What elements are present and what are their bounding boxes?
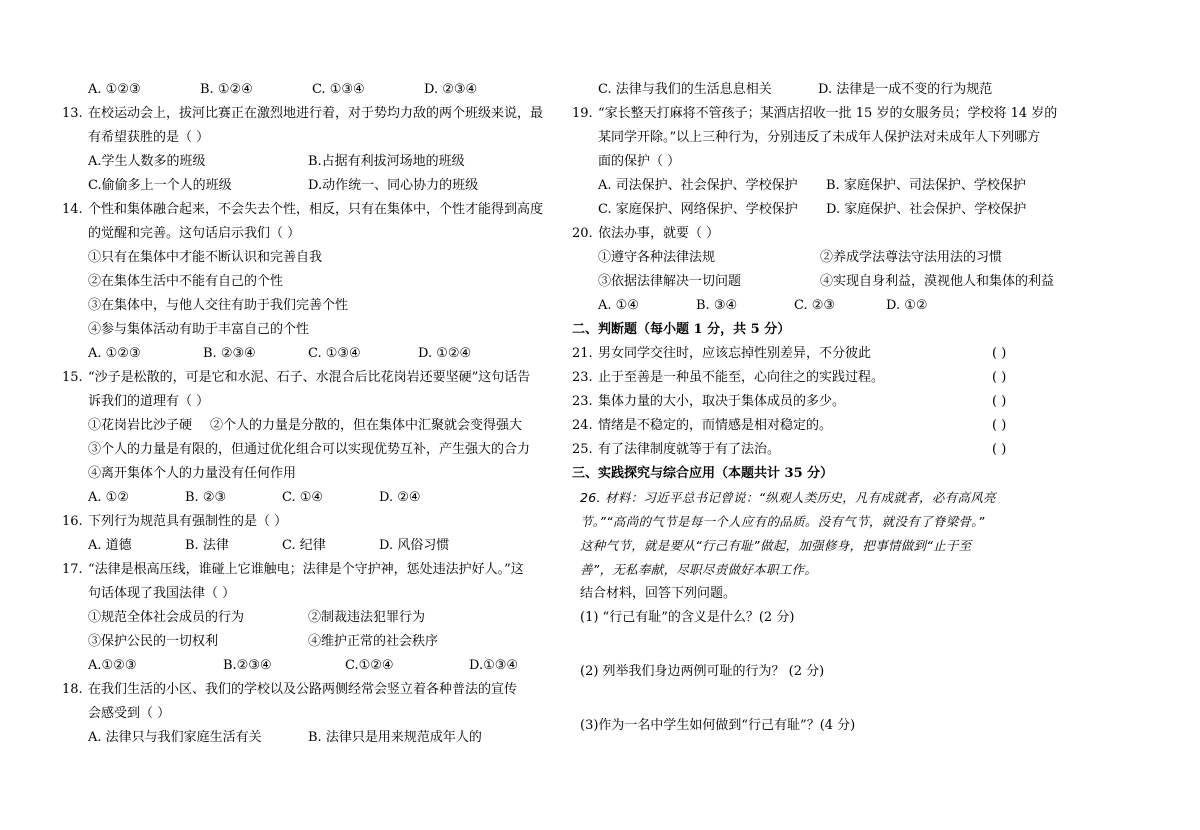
question-number: 18. [62,682,83,697]
statement: ①规范全体社会成员的行为 [88,610,245,625]
question-text: “沙子是松散的，可是它和水泥、石子、水混合后比花岗岩还要坚硬”这句话告 [88,370,531,385]
q14-option-d: D. ①②④ [418,346,472,361]
question-number: 23. [572,394,593,409]
answer-space [572,684,1062,714]
q19-options-row2 [572,198,1062,222]
q16-options [62,534,562,558]
question-number: 23. [572,370,593,385]
q13-options-row1 [62,150,562,174]
question-16-stem [62,510,562,534]
q17-option-c: C.①②④ [345,658,394,673]
q12-option-d: D. ②③④ [424,82,478,97]
question-number: 24. [572,418,593,433]
question-text: 有希望获胜的是（ ） [88,130,210,145]
statement: 有了法律制度就等于有了法治。 [598,442,781,457]
statement: ①遵守各种法律法规 [598,250,716,265]
right-column [572,78,1062,738]
question-19-stem [572,102,1062,126]
q20-option-c: C. ②③ [794,298,836,313]
q17-option-b: B.②③④ [223,658,272,673]
question-number: 14. [62,202,83,217]
answer-blank: ( ) [992,394,1007,409]
q14-option-c: C. ①③④ [308,346,361,361]
q19-option-b: B. 家庭保护、司法保护、学校保护 [826,178,1026,193]
judgement-item [572,414,1062,438]
q19-options-row1 [572,174,1062,198]
material-text: 善”，无私奉献，尽职尽责做好本职工作。 [580,562,818,577]
q12-option-b: B. ①②④ [200,82,253,97]
question-15-stem [62,366,562,390]
q14-option-b: B. ②③④ [203,346,256,361]
q18-options [62,726,562,750]
material-text: 26. 材料：习近平总书记曾说：“纵观人类历史，凡有成就者，必有高风亮 [580,490,996,505]
question-text: 在我们生活的小区、我们的学校以及公路两侧经常会竖立着各种普法的宣传 [88,682,518,697]
statement: ③依据法律解决一切问题 [598,274,742,289]
q18-option-d: D. 法律是一成不变的行为规范 [818,82,993,97]
sub-question-3: (3)作为一名中学生如何做到“行己有耻”？(4 分) [580,718,856,733]
q18-options-continued [572,78,1062,102]
q16-option-d: D. 风俗习惯 [379,538,450,553]
statement: ①花岗岩比沙子硬 [88,418,193,433]
question-number: 25. [572,442,593,457]
question-text: 诉我们的道理有（ ） [88,394,210,409]
q19-option-d: D. 家庭保护、社会保护、学校保护 [826,202,1027,217]
statement: ④实现自身利益，漠视他人和集体的利益 [820,274,1055,289]
q15-statements-row1 [62,414,562,438]
section-2-title: 二、判断题（每小题 1 分，共 5 分） [572,322,791,337]
q13-options-row2 [62,174,562,198]
question-number: 17. [62,562,83,577]
question-text: 在校运动会上，拔河比赛正在激烈地进行着，对于势均力敌的两个班级来说，最 [88,106,544,121]
question-17-stem [62,558,562,582]
question-text: “法律是根高压线，谁碰上它谁触电；法律是个守护神，惩处违法护好人。”这 [88,562,524,577]
question-text: “家长整天打麻将不管孩子；某酒店招收一批 15 岁的女服务员；学校将 14 岁的 [598,106,1058,121]
answer-prompt: 结合材料，回答下列问题。 [580,586,737,601]
q17-options [62,654,562,678]
judgement-item [572,390,1062,414]
q17-option-a: A.①②③ [88,658,137,673]
statement: ③在集体中，与他人交往有助于我们完善个性 [88,298,349,313]
question-text: 下列行为规范具有强制性的是（ ） [88,514,288,529]
question-13-stem [62,102,562,126]
statement: ②个人的力量是分散的，但在集体中汇聚就会变得强大 [210,418,523,433]
statement: ②在集体生活中不能有自己的个性 [88,274,284,289]
q18-option-c: C. 法律与我们的生活息息相关 [598,82,772,97]
q15-option-c: C. ①④ [282,490,324,505]
question-text: 会感受到（ ） [88,706,171,721]
q14-option-a: A. ①②③ [88,346,141,361]
q13-option-c: C.偷偷多上一个人的班级 [88,178,232,193]
q20-statements-row2 [572,270,1062,294]
statement: ③保护公民的一切权利 [88,634,219,649]
statement: ④参与集体活动有助于丰富自己的个性 [88,322,310,337]
q18-option-b: B. 法律只是用来规范成年人的 [308,730,482,745]
sub-question-2: (2) 列举我们身边两例可耻的行为？ (2 分) [580,664,825,679]
q18-option-a: A. 法律只与我们家庭生活有关 [88,730,262,745]
statement: 止于至善是一种虽不能至，心向往之的实践过程。 [598,370,885,385]
q16-option-a: A. 道德 [88,538,132,553]
q12-options [62,78,562,102]
material-text: 节。”“高尚的气节是每一个人应有的品质。没有气节，就没有了脊梁骨。” [580,514,985,529]
statement: ④维护正常的社会秩序 [308,634,439,649]
question-text: 依法办事，就要（ ） [598,226,720,241]
judgement-item [572,342,1062,366]
judgement-item [572,366,1062,390]
statement: ④离开集体个人的力量没有任何作用 [88,466,297,481]
q15-option-b: B. ②③ [185,490,227,505]
q19-option-c: C. 家庭保护、网络保护、学校保护 [598,202,798,217]
question-number: 20. [572,226,593,241]
left-column [62,78,562,750]
q14-options [62,342,562,366]
question-text: 某同学开除。”以上三种行为，分别违反了未成年人保护法对未成年人下列哪方 [598,130,1041,145]
q19-option-a: A. 司法保护、社会保护、学校保护 [598,178,798,193]
q13-option-a: A.学生人数多的班级 [88,154,206,169]
sub-question-1: (1) “行己有耻”的含义是什么？(2 分) [580,610,795,625]
question-text: 的觉醒和完善。这句话启示我们（ ） [88,226,301,241]
answer-blank: ( ) [992,346,1007,361]
question-text: 面的保护（ ） [598,154,681,169]
section-3-title: 三、实践探究与综合应用（本题共计 35 分） [572,466,834,481]
q17-option-d: D.①③④ [469,658,519,673]
q17-statements-row2 [62,630,562,654]
q20-option-d: D. ①② [886,298,928,313]
statement: 情绪是不稳定的，而情感是相对稳定的。 [598,418,833,433]
question-14-stem [62,198,562,222]
question-20-stem [572,222,1062,246]
question-text: 个性和集体融合起来，不会失去个性，相反，只有在集体中，个性才能得到高度 [88,202,544,217]
question-number: 21. [572,346,593,361]
q13-option-b: B.占据有利拔河场地的班级 [308,154,465,169]
answer-blank: ( ) [992,418,1007,433]
q12-option-c: C. ①③④ [312,82,365,97]
statement: ②养成学法尊法守法用法的习惯 [820,250,1003,265]
material-text: 这种气节，就是要从“行己有耻”做起，加强修身，把事情做到“止于至 [580,538,972,553]
question-text: 句话体现了我国法律（ ） [88,586,236,601]
question-number: 16. [62,514,83,529]
q20-option-b: B. ③④ [696,298,738,313]
question-number: 13. [62,106,83,121]
q16-option-c: C. 纪律 [282,538,326,553]
statement: ③个人的力量是有限的，但通过优化组合可以实现优势互补，产生强大的合力 [88,442,531,457]
statement: 集体力量的大小，取决于集体成员的多少。 [598,394,846,409]
q20-statements-row1 [572,246,1062,270]
statement: 男女同学交往时，应该忘掉性别差异，不分彼此 [598,346,872,361]
q12-option-a: A. ①②③ [88,82,141,97]
statement: ②制裁违法犯罪行为 [308,610,426,625]
answer-blank: ( ) [992,370,1007,385]
question-number: 15. [62,370,83,385]
q13-option-d: D.动作统一、同心协力的班级 [308,178,479,193]
statement: ①只有在集体中才能不断认识和完善自我 [88,250,323,265]
question-18-stem [62,678,562,702]
question-number: 19. [572,106,593,121]
judgement-item [572,438,1062,462]
q15-option-d: D. ②④ [379,490,421,505]
q15-options [62,486,562,510]
answer-blank: ( ) [992,442,1007,457]
answer-space [572,630,1062,660]
q20-option-a: A. ①④ [598,298,639,313]
q16-option-b: B. 法律 [185,538,229,553]
q15-option-a: A. ①② [88,490,129,505]
q20-options [572,294,1062,318]
q17-statements-row1 [62,606,562,630]
